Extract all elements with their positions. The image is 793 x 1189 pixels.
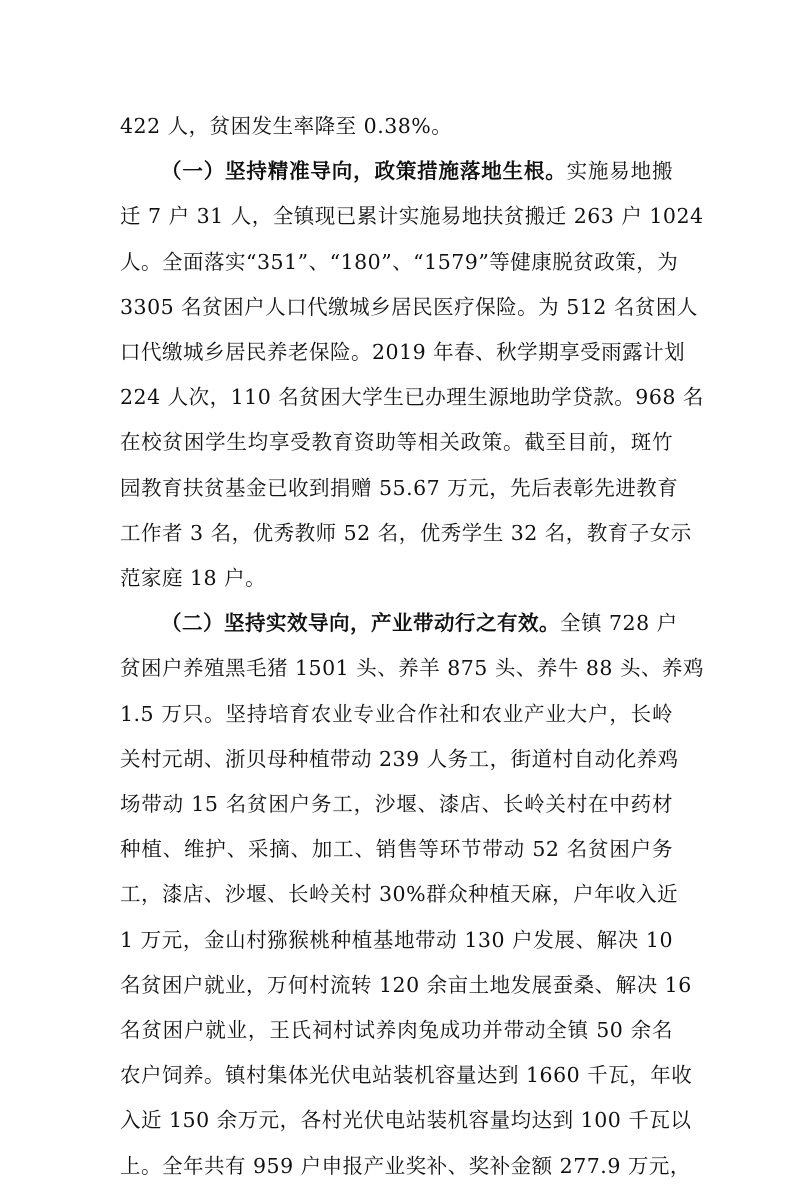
text-line: 关村元胡、浙贝母种植带动 239 人务工，街道村自动化养鸡 bbox=[120, 746, 679, 771]
text-line: 场带动 15 名贫困户务工，沙堰、漆店、长岭关村在中药材 bbox=[120, 792, 673, 817]
text-line: 1 万元，金山村猕猴桃种植基地带动 130 户发展、解决 10 bbox=[120, 927, 673, 952]
text-line: 工，漆店、沙堰、长岭关村 30%群众种植天麻，户年收入近 bbox=[120, 882, 679, 907]
paragraph-intro-tail bbox=[120, 104, 673, 149]
text-run: 全镇 728 户 bbox=[560, 611, 678, 636]
text-line bbox=[120, 601, 678, 646]
text-line: 人。全面落实“351”、“180”、“1579”等健康脱贫政策，为 bbox=[120, 249, 679, 274]
text-line: 口代缴城乡居民养老保险。2019 年春、秋学期享受雨露计划 bbox=[120, 340, 686, 365]
text-line: 224 人次，110 名贫困大学生已办理生源地助学贷款。968 名 bbox=[120, 385, 704, 410]
text-line: 上。全年共有 959 户申报产业奖补、奖补金额 277.9 万元， bbox=[120, 1153, 691, 1178]
text-line: 种植、维护、采摘、加工、销售等环节带动 52 名贫困户务 bbox=[120, 837, 673, 862]
text-line: 名贫困户就业，万何村流转 120 余亩土地发展蚕桑、解决 16 bbox=[120, 972, 692, 997]
text-line: 在校贫困学生均享受教育资助等相关政策。截至目前，斑竹 bbox=[120, 430, 673, 455]
paragraph-industry bbox=[120, 601, 704, 1189]
text-line: 3305 名贫困户人口代缴城乡居民医疗保险。为 512 名贫困人 bbox=[120, 294, 698, 319]
text-line: 工作者 3 名，优秀教师 52 名，优秀学生 32 名，教育子女示 bbox=[120, 520, 692, 545]
text-line: 贫困户养殖黑毛猪 1501 头、养羊 875 头、养牛 88 头、养鸡 bbox=[120, 656, 704, 681]
text-line: 园教育扶贫基金已收到捐赠 55.67 万元，先后表彰先进教育 bbox=[120, 475, 679, 500]
text-line: 1.5 万只。坚持培育农业专业合作社和农业产业大户，长岭 bbox=[120, 701, 673, 726]
document-page bbox=[120, 104, 704, 1189]
text-line: 422 人，贫困发生率降至 0.38%。 bbox=[120, 114, 453, 138]
text-line: 范家庭 18 户。 bbox=[120, 566, 267, 591]
text-line: 入近 150 余万元，各村光伏电站装机容量均达到 100 千瓦以 bbox=[120, 1108, 692, 1133]
text-line: 名贫困户就业，王氏祠村试养肉兔成功并带动全镇 50 余名 bbox=[120, 1018, 673, 1043]
paragraph-policy-measures bbox=[120, 149, 704, 601]
section-heading-1: （一）坚持精准导向，政策措施落地生根。 bbox=[161, 159, 567, 184]
text-line: 农户饲养。镇村集体光伏电站装机容量达到 1660 千瓦，年收 bbox=[120, 1063, 693, 1088]
text-run: 实施易地搬 bbox=[566, 159, 674, 184]
text-line bbox=[120, 149, 673, 194]
text-line: 迁 7 户 31 人，全镇现已累计实施易地扶贫搬迁 263 户 1024 bbox=[120, 204, 704, 229]
section-heading-2: （二）坚持实效导向，产业带动行之有效。 bbox=[161, 611, 560, 636]
